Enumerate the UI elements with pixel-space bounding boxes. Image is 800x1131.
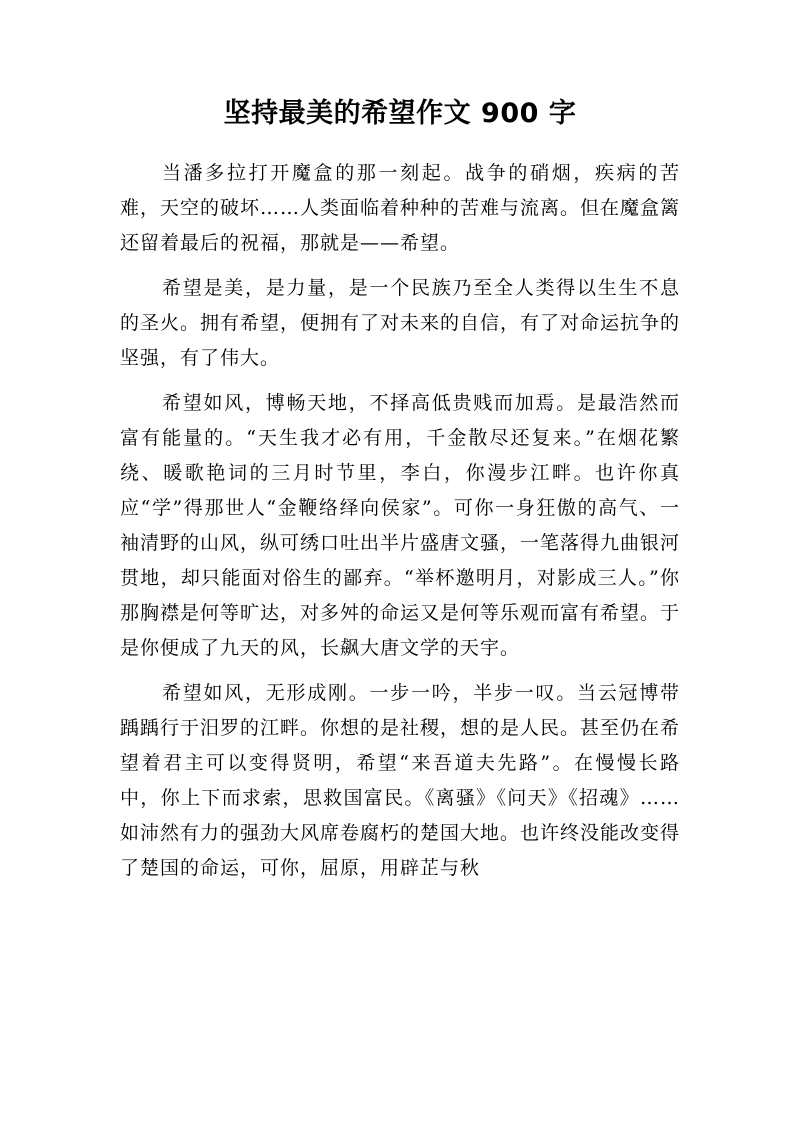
paragraph-3: 希望如风，博畅天地，不择高低贵贱而加焉。是最浩然而富有能量的。“天生我才必有用，千金散尽还复来。”在烟花繁绕、暖歌艳词的三月时节里，李白，你漫步江畔。也许你真应“学”得那世人“金鞭络绎向侯家”。可你一身狂傲的高气、一袖清野的山风，纵可绣口吐出半片盛唐文骚，一笔落得九曲银河贯地，却只能面对俗生的鄙弃。“举杯邀明月，对影成三人。”你那胸襟是何等旷达，对多舛的命运又是何等乐观而富有希望。于是你便成了九天的风，长飙大唐文学的天宇。	[120, 392, 681, 659]
document-title: 坚持最美的希望作文 900 字	[223, 98, 577, 129]
document-body	[120, 156, 680, 896]
paragraph-1: 当潘多拉打开魔盒的那一刻起。战争的硝烟，疾病的苦难，天空的破坏……人类面临着种种的苦难与流离。但在魔盒篱还留着最后的祝福，那就是——希望。	[120, 162, 681, 254]
paragraph-4: 希望如风，无形成刚。一步一吟，半步一叹。当云冠博带踽踽行于汨罗的江畔。你想的是社稷，想的是人民。甚至仍在希望着君主可以变得贤明，希望“来吾道夫先路”。在慢慢长路中，你上下而求索，思救国富民。《离骚》《问天》《招魂》……如沛然有力的强劲大风席卷腐朽的楚国大地。也许终没能改变得了楚国的命运，可你，屈原，用辟芷与秋	[120, 682, 681, 879]
paragraph-2: 希望是美，是力量，是一个民族乃至全人类得以生生不息的圣火。拥有希望，便拥有了对未来的自信，有了对命运抗争的坚强，有了伟大。	[120, 277, 681, 369]
